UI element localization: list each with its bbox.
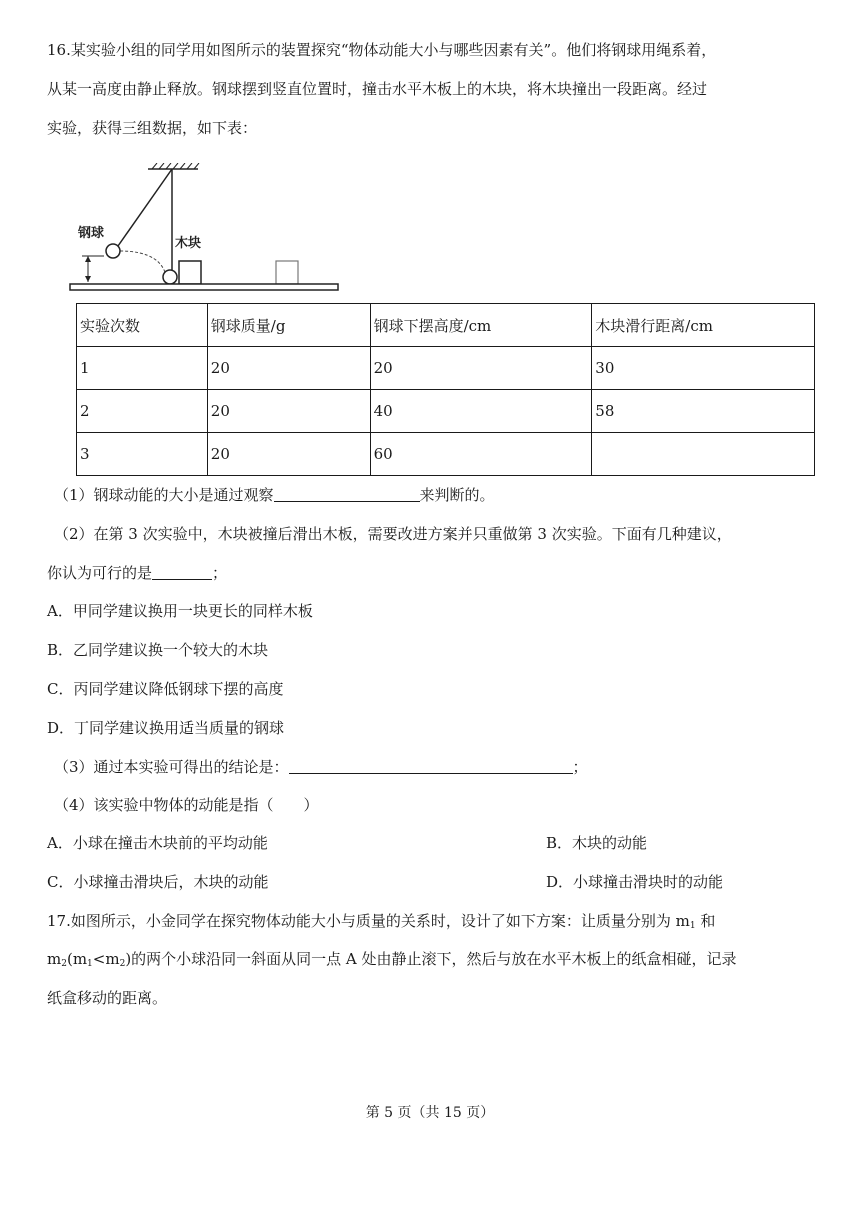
table-header-row	[77, 304, 815, 347]
q16-part1-text: （1）钢球动能的大小是通过观察	[54, 486, 274, 504]
table-cell: 1	[77, 347, 208, 390]
q17-text: 17.如图所示，小金同学在探究物体动能大小与质量的关系时，设计了如下方案：让质量分别为 m	[47, 912, 690, 930]
table-header-cell: 木块滑行距离/cm	[592, 304, 815, 347]
horizontal-board	[70, 284, 338, 290]
table-cell: 58	[592, 390, 815, 433]
table-cell	[592, 433, 815, 476]
q16-part4: （4）该实验中物体的动能是指（ ）	[54, 796, 319, 814]
q17-text: )的两个小球沿同一斜面从同一点 A 处由静止滚下，然后与放在水平木板上的纸盒相碰，记录	[125, 950, 737, 968]
table-row	[77, 390, 815, 433]
subscript: 2	[61, 959, 67, 969]
page-number-footer: 第 5 页（共 15 页）	[365, 1105, 495, 1121]
q16-part3	[54, 757, 588, 777]
option-c: C．丙同学建议降低钢球下摆的高度	[47, 680, 284, 698]
q17-text: (m	[66, 950, 88, 968]
table-cell: 2	[77, 390, 208, 433]
table-cell: 40	[370, 390, 592, 433]
subscript: 2	[119, 959, 126, 969]
pendulum-apparatus-figure	[64, 163, 344, 293]
option-a: A．小球在撞击木块前的平均动能	[47, 834, 268, 852]
table-cell: 20	[370, 347, 592, 390]
table-row	[77, 347, 815, 390]
q16-text-line3: 实验，获得三组数据，如下表：	[47, 119, 258, 137]
steel-ball-bottom	[163, 270, 177, 284]
table-header-cell: 实验次数	[77, 304, 208, 347]
table-cell: 60	[370, 433, 592, 476]
option-c: C．小球撞击滑块后，木块的动能	[47, 873, 269, 891]
ball-label: 钢球	[78, 225, 105, 240]
answer-blank-3[interactable]	[289, 759, 573, 774]
data-table	[76, 303, 815, 476]
option-b: B．乙同学建议换一个较大的木块	[47, 641, 269, 659]
table-cell: 20	[207, 347, 370, 390]
q17-text: m	[47, 950, 62, 968]
subscript: 1	[87, 959, 93, 969]
q16-text-line1: 16.某实验小组的同学用如图所示的装置探究“物体动能大小与哪些因素有关”。他们将钢球用绳系着，	[47, 41, 717, 59]
table-cell: 20	[207, 433, 370, 476]
steel-ball-raised	[106, 244, 120, 258]
string-swung	[118, 169, 172, 246]
q16-part2-text: 你认为可行的是	[47, 564, 153, 582]
q16-text-line2: 从某一高度由静止释放。钢球摆到竖直位置时，撞击水平木板上的木块，将木块撞出一段距离。经过	[47, 80, 708, 98]
q16-part3-text-end: ；	[572, 758, 588, 776]
q16-part2-line2	[47, 563, 227, 583]
q16-part2-line1: （2）在第 3 次实验中，木块被撞后滑出木板，需要改进方案并只重做第 3 次实验。下面有几种建议，	[54, 525, 732, 543]
wood-block	[179, 261, 201, 284]
option-b: B．木块的动能	[546, 834, 648, 852]
q17-text-line1	[47, 911, 715, 936]
option-a: A．甲同学建议换用一块更长的同样木板	[47, 602, 313, 620]
table-cell: 3	[77, 433, 208, 476]
q17-text-line3: 纸盒移动的距离。	[47, 989, 168, 1007]
q16-part2-text-end: ；	[212, 564, 228, 582]
block-label: 木块	[175, 235, 202, 250]
answer-blank-1[interactable]	[274, 487, 420, 502]
wood-block-moved	[276, 261, 298, 284]
q17-text: <m	[92, 950, 120, 968]
table-cell: 30	[592, 347, 815, 390]
subscript: 1	[689, 921, 696, 931]
table-header-cell: 钢球质量/g	[207, 304, 370, 347]
q16-part3-text: （3）通过本实验可得出的结论是：	[54, 758, 289, 776]
table-header-cell: 钢球下摆高度/cm	[370, 304, 592, 347]
table-row	[77, 433, 815, 476]
q17-text-line2	[47, 949, 737, 974]
q16-part1	[54, 485, 495, 505]
q16-part1-text-end: 来判断的。	[419, 486, 495, 504]
option-d: D．小球撞击滑块时的动能	[546, 873, 724, 891]
option-d: D．丁同学建议换用适当质量的钢球	[47, 719, 285, 737]
answer-blank-2[interactable]	[152, 565, 212, 580]
q17-text: 和	[695, 912, 716, 930]
table-cell: 20	[207, 390, 370, 433]
